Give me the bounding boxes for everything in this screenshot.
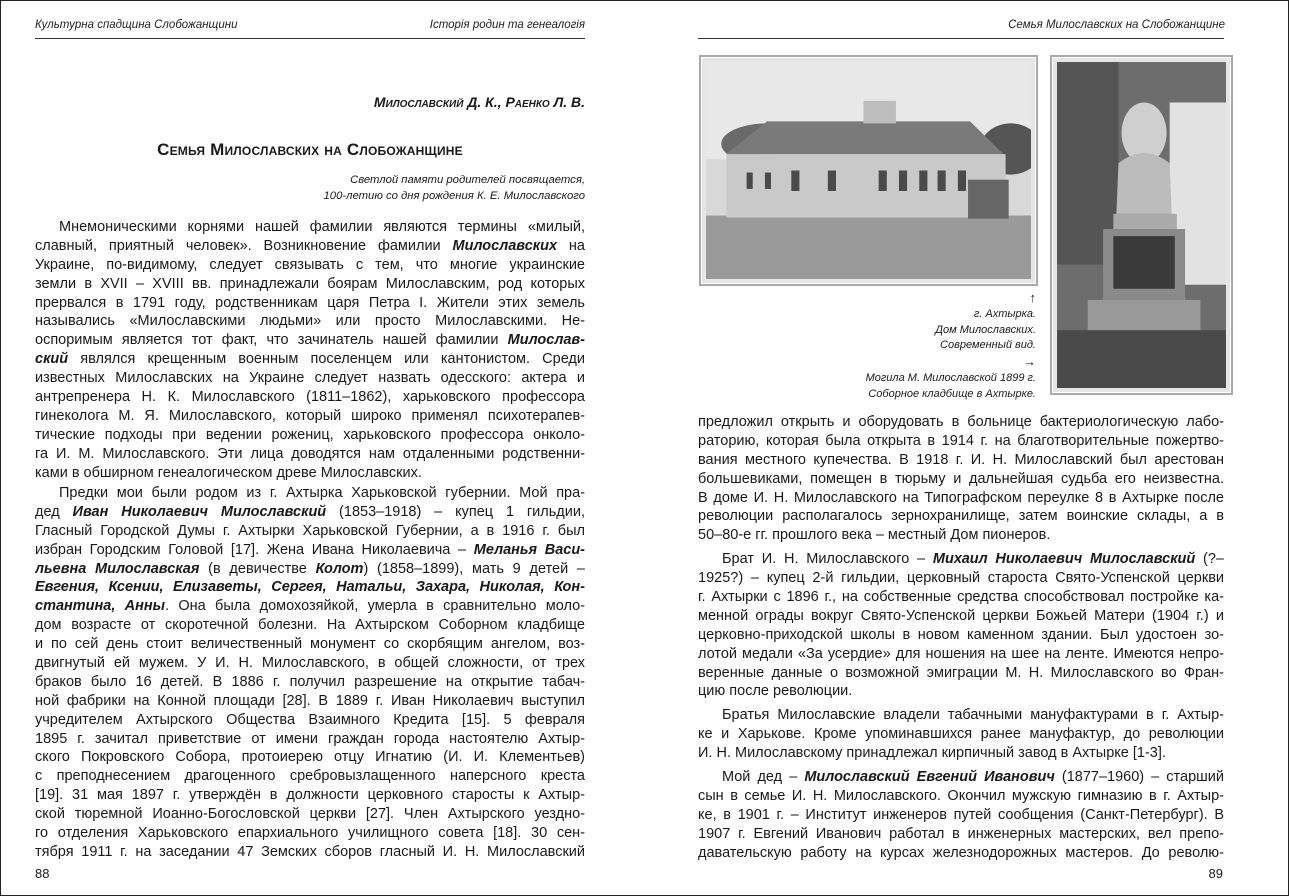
text-line xyxy=(35,541,585,560)
text-line xyxy=(35,711,585,730)
text-line xyxy=(35,522,585,541)
emphasized-name: Колот xyxy=(315,560,364,577)
text-run: Мой дед – xyxy=(722,769,805,786)
left-body-text xyxy=(35,218,585,862)
text-run: двигнутый ей мужем. У И. Н. Милославского, в общей сложности, от трех xyxy=(35,654,585,671)
text-line xyxy=(698,706,1224,725)
text-line xyxy=(698,451,1224,470)
text-run: . Она была домохозяйкой, умерла в сравнительно моло- xyxy=(165,598,585,615)
text-run: тября 1911 г. на заседании 47 Земских сборов гласный И. Н. Милославский xyxy=(35,843,585,860)
text-line xyxy=(698,507,1224,526)
text-run: ) (1858–1899), мать 9 детей – xyxy=(363,560,585,577)
text-line xyxy=(35,484,585,503)
caption-line: Дом Милославских. xyxy=(935,323,1036,336)
text-run: лотой медали «За усердие» для ношения на шее на ленте. Имеются непро- xyxy=(698,645,1224,662)
text-run: известных Милославских на Украине следует назвать одесского: актера и xyxy=(35,370,585,387)
text-run: Мнемоническими корнями нашей фамилии являются термины «милый, xyxy=(59,219,585,235)
text-run: на xyxy=(557,237,585,254)
text-run: Брат И. Н. Милославского – xyxy=(722,551,933,568)
text-run: менной ограды вокруг Свято-Успенской церкви Божьей Матери (1904 г.) и xyxy=(698,607,1224,624)
text-line xyxy=(35,388,585,407)
text-run: ной фабрики на Конной площади [28]. В 1889 г. Иван Николаевич выступил xyxy=(35,692,585,709)
paragraph xyxy=(698,706,1224,763)
header-rule xyxy=(35,38,585,39)
text-line xyxy=(35,237,585,256)
emphasized-name: Иван Николаевич Милославский xyxy=(72,503,327,520)
text-run: революции располагалось зернохранилище, затем воинские склады, а в xyxy=(698,508,1224,525)
text-line xyxy=(698,844,1224,863)
authors: Милославский Д. К., Раенко Л. В. xyxy=(373,94,585,110)
text-run: вания местного купечества. В 1918 г. И. Н. Милославский был арестован xyxy=(698,451,1224,468)
text-line xyxy=(35,350,585,369)
text-line xyxy=(35,503,585,522)
text-run: Украине, по-видимому, следует связывать с тем, что многие украинские xyxy=(35,256,585,273)
paragraph xyxy=(35,218,585,482)
header-rule xyxy=(698,38,1224,39)
text-line xyxy=(35,597,585,616)
text-run: веренные данные о возможной эмиграции М. Н. Милославского во Фран- xyxy=(698,664,1224,681)
emphasized-name: Меланья Васи- xyxy=(473,541,585,558)
text-run: г. Ахтырки с 1896 г., на собственные средства способствовал постройке ка- xyxy=(698,589,1224,606)
text-line xyxy=(698,607,1224,626)
text-run: славный, приятный человек». Возникновение фамилии xyxy=(35,237,453,254)
text-run: с преподнесением драгоценного сребровызлащенного наперсного креста xyxy=(35,768,585,785)
text-run: И. Н. Милославскому принадлежал кирпичный завод в Ахтырке [1-3]. xyxy=(698,745,1166,762)
paragraph xyxy=(35,484,585,862)
text-run: оспоримым является тот факт, что зачинатель нашей фамилии xyxy=(35,332,508,349)
text-line xyxy=(35,256,585,275)
text-run: браков было 16 детей. В 1886 г. получил разрешение на открытие табач- xyxy=(35,673,585,690)
epigraph-line: 100-летию со дня рождения К. Е. Милославского xyxy=(323,190,585,202)
emphasized-name: Милославских xyxy=(452,237,558,254)
text-run: дом возрасте от скоротечной болезни. На Ахтырском Соборном кладбище xyxy=(35,617,585,634)
text-line xyxy=(35,730,585,749)
text-run: гинеколога М. Я. Милославского, который широко применял психотерапев- xyxy=(35,407,585,424)
text-run: большевиками, помещен в тюрьму и дальнейшая судьба его неизвестна. xyxy=(698,470,1224,487)
text-line xyxy=(35,843,585,862)
text-line xyxy=(35,673,585,692)
text-line xyxy=(35,275,585,294)
text-line xyxy=(35,445,585,464)
text-run: Предки мои были родом из г. Ахтырка Харьковской губернии. Мой пра- xyxy=(59,484,585,501)
text-run: антрепренера Н. К. Милославского (1811–1862), харьковского профессора xyxy=(35,389,585,406)
paragraph xyxy=(698,413,1224,545)
text-line xyxy=(35,824,585,843)
text-line xyxy=(35,312,585,331)
text-run: го отделения Харьковского епархиального училищного совета [18]. 30 сен- xyxy=(35,825,585,841)
caption-line: г. Ахтырка. xyxy=(973,308,1036,320)
text-line xyxy=(35,407,585,426)
text-run: дед xyxy=(35,503,73,520)
text-line xyxy=(35,369,585,388)
arrow-right-icon: → xyxy=(1023,354,1036,369)
text-line xyxy=(698,682,1224,701)
emphasized-name: льевна Милославская xyxy=(35,560,200,577)
running-header-right: Семья Милославских на Слобожанщине xyxy=(1008,19,1225,31)
text-run: (?– xyxy=(1195,551,1224,568)
text-run: 1925?) – купец 2-й гильдии, церковный староста Свято-Успенской церкви xyxy=(698,570,1224,587)
photo-grave-monument xyxy=(1050,55,1233,395)
running-header-left: Культурна спадщина Слобожанщини xyxy=(35,19,238,31)
text-run: (в девичестве xyxy=(199,560,316,577)
text-run: цию после революции. xyxy=(698,683,853,700)
text-line xyxy=(35,805,585,824)
text-line xyxy=(698,626,1224,645)
text-run: ками в обширном генеалогическом древе Милославских. xyxy=(35,464,422,481)
text-line xyxy=(698,550,1224,569)
text-line xyxy=(698,588,1224,607)
text-run: 1907 г. Евгений Иванович работал в инженерных мастерских, вел препо- xyxy=(698,825,1224,842)
text-line xyxy=(35,616,585,635)
text-run: В доме И. Н. Милославского на Типографском переулке 8 в Ахтырке после xyxy=(698,489,1224,506)
text-run: ской тюремной Иоанно-Богословской церкви [27]. Член Ахтырского уездно- xyxy=(35,806,585,823)
text-line xyxy=(35,767,585,786)
article-title: Семья Милославских на Слобожанщине xyxy=(157,140,463,159)
text-line xyxy=(698,768,1224,787)
page-number-left: 88 xyxy=(35,866,50,881)
emphasized-name: Милослав- xyxy=(507,332,585,349)
epigraph-line: Светлой памяти родителей посвящается, xyxy=(350,174,585,186)
text-run: раторию, которая была открыта в 1914 г. на благотворительные пожертво- xyxy=(698,432,1224,449)
text-run: и по сей день стоит величественный монумент со скорбящим ангелом, воз- xyxy=(35,636,585,653)
text-run: предложил открыть и оборудовать в больнице бактериологическую лабо- xyxy=(698,414,1224,430)
caption-line: Соборное кладбище в Ахтырке. xyxy=(868,387,1036,400)
text-line xyxy=(698,725,1224,744)
text-line xyxy=(35,786,585,805)
text-line xyxy=(698,413,1224,432)
text-line xyxy=(698,744,1224,763)
emphasized-name: Михаил Николаевич Милославский xyxy=(932,551,1196,568)
text-line xyxy=(35,218,585,237)
text-run: (1877–1960) – старший xyxy=(1054,769,1224,786)
text-line xyxy=(698,825,1224,844)
photo-milosavsky-house xyxy=(699,55,1038,286)
text-run: [19]. 31 мая 1897 г. утверждён в должности церковного старосты к Ахтыр- xyxy=(35,787,585,804)
text-line xyxy=(35,635,585,654)
text-line xyxy=(698,489,1224,508)
text-run: прервался в 1791 году, родственникам царя Петра I. Жители этих земель xyxy=(35,294,585,311)
text-run: учредителем Ахтырского Общества Взаимного Кредита [15]. 5 февраля xyxy=(35,711,585,728)
text-run: назывались «Милославскими людьми» или просто Милославскими. Не- xyxy=(35,313,585,330)
emphasized-name: Милославский Евгений Иванович xyxy=(804,769,1055,786)
caption-line: Могила М. Милославской 1899 г. xyxy=(865,372,1036,384)
text-run: 50–80-е гг. прошлого века – местный Дом пионеров. xyxy=(698,527,1051,544)
text-run: га И. М. Милославского. Эти лица доводятся нам отдаленными родственни- xyxy=(35,445,585,462)
text-run: (1853–1918) – купец 1 гильдии, xyxy=(326,503,585,520)
text-run: ке и Харькове. Кроме упоминавшихся ранее мануфактур, до революции xyxy=(698,726,1224,743)
text-line xyxy=(35,464,585,483)
text-run: сын в семье И. Н. Милославского. Окончил мужскую гимназию в г. Ахтыр- xyxy=(698,787,1224,804)
page-number-right: 89 xyxy=(1208,866,1223,881)
text-run: церковно-приходской школы в новом каменном здании. Был удостоен зо- xyxy=(698,626,1224,643)
text-run: Братья Милославские владели табачными мануфактурами в г. Ахтыр- xyxy=(722,707,1224,724)
text-run: ского Покровского Собора, протоиерею отцу Игнатию (И. И. Клементьев) xyxy=(35,749,585,766)
text-run: тические подходы при ведении рожениц, харьковского профессора онколо- xyxy=(35,426,585,443)
text-line xyxy=(35,331,585,350)
text-line xyxy=(35,748,585,767)
text-run: являлся крещенным военным поселенцем или кантонистом. Среди xyxy=(68,351,585,368)
emphasized-name: ский xyxy=(35,351,69,368)
text-line xyxy=(698,470,1224,489)
text-run: ке, в 1901 г. – Институт инженеров путей сообщения (Санкт-Петербург). В xyxy=(698,806,1224,823)
caption-grave xyxy=(866,371,1036,402)
text-line xyxy=(698,664,1224,683)
text-line xyxy=(35,692,585,711)
text-line xyxy=(35,654,585,673)
text-line xyxy=(35,294,585,313)
text-run: давательскую работу на курсах железнодорожных мастеров. До револю- xyxy=(698,844,1224,861)
caption-house xyxy=(935,307,1036,354)
text-line xyxy=(698,645,1224,664)
text-line xyxy=(698,806,1224,825)
text-line xyxy=(698,569,1224,588)
text-line xyxy=(698,787,1224,806)
emphasized-name: стантина, Анны xyxy=(35,598,166,615)
right-body-text xyxy=(698,413,1224,862)
text-line xyxy=(698,432,1224,451)
text-run: Гласный Городской Думы г. Ахтырки Харьковской Губернии, а в 1916 г. был xyxy=(35,522,585,539)
text-line xyxy=(35,560,585,579)
text-line xyxy=(35,426,585,445)
emphasized-name: Евгения, Ксении, Елизаветы, Сергея, Натальи, Захара, Николая, Кон- xyxy=(35,579,585,596)
text-run: избран Городским Головой [17]. Жена Ивана Николаевича – xyxy=(35,541,474,558)
text-run: земли в XVII – XVIII вв. принадлежали боярам Милославским, род которых xyxy=(35,275,585,292)
text-line xyxy=(698,526,1224,545)
caption-line: Современный вид. xyxy=(940,339,1036,351)
text-line xyxy=(35,578,585,597)
paragraph xyxy=(698,550,1224,701)
arrow-up-icon: ↑ xyxy=(1029,290,1036,305)
running-header-section: Історія родин та генеалогія xyxy=(429,19,585,31)
text-run: 1895 г. зачитал приветствие от имени граждан города настоятелю Ахтыр- xyxy=(35,730,585,747)
paragraph xyxy=(698,768,1224,862)
